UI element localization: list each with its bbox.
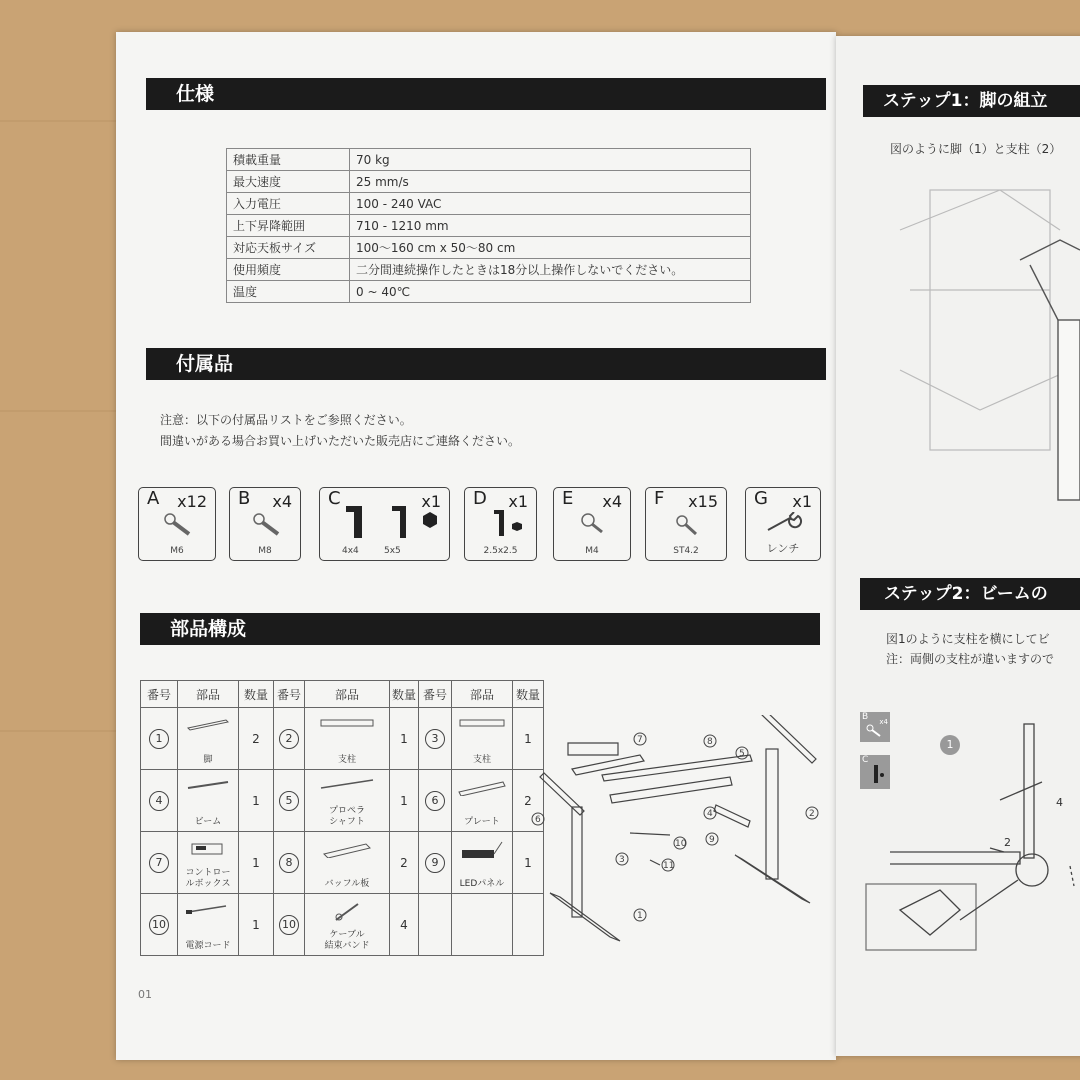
- step1-title: ステップ1：脚の組立: [883, 91, 1048, 111]
- accessory-size-2: 5x5: [384, 546, 401, 556]
- part-qty: 1: [513, 832, 544, 894]
- step1-text: 図のように脚（1）と支柱（2）: [890, 142, 1062, 156]
- part-image-cell: [452, 832, 513, 894]
- spec-row: [227, 281, 751, 303]
- accessory-letter: G: [754, 488, 768, 509]
- step-marker: 1: [940, 735, 960, 755]
- spec-label: 上下昇降範囲: [227, 215, 350, 237]
- part-number-cell: [419, 770, 452, 832]
- accessory-letter: D: [473, 488, 487, 509]
- spec-label: 使用頻度: [227, 259, 350, 281]
- accessory-g: [745, 487, 821, 561]
- part-number-cell: [419, 894, 452, 956]
- assembly-diagram: [520, 715, 820, 965]
- part-number-cell: [419, 708, 452, 770]
- spec-row: [227, 259, 751, 281]
- page-number: 01: [138, 988, 152, 1001]
- part-number: 1: [149, 729, 169, 749]
- part-name: バッフル板: [324, 879, 370, 889]
- column-part-icon: [319, 716, 375, 730]
- led-panel-icon: [460, 840, 504, 862]
- diagram-label: 9: [709, 835, 715, 845]
- power-cord-icon: [186, 902, 230, 916]
- part-name: 支柱: [472, 755, 491, 765]
- part-name: 電源コード: [185, 941, 231, 951]
- table-row: [141, 708, 544, 770]
- part-qty: 1: [239, 832, 274, 894]
- part-qty: 1: [239, 894, 274, 956]
- part-name: プレート: [464, 817, 500, 827]
- leg-part-icon: [186, 716, 230, 732]
- part-image-cell: [305, 708, 390, 770]
- parts-header: 数量: [513, 681, 544, 708]
- part-number-cell: [141, 708, 178, 770]
- diagram-label: 3: [619, 855, 625, 865]
- hex-key-icon: [491, 506, 527, 540]
- bolt-icon: [252, 512, 282, 538]
- part-image-cell: [178, 708, 239, 770]
- accessory-letter: E: [562, 488, 574, 509]
- cable-tie-icon: [332, 902, 362, 922]
- hex-key-icon: [340, 502, 440, 546]
- shaft-part-icon: [319, 778, 375, 790]
- step2-text-1: 図1のように支柱を横にしてビ: [886, 632, 1050, 646]
- part-name: ケーブル 結束バンド: [324, 930, 370, 951]
- part-image-cell: [452, 770, 513, 832]
- part-name: 支柱: [337, 755, 356, 765]
- accessory-c: [319, 487, 450, 561]
- part-number: 9: [425, 853, 445, 873]
- diagram-label: 4: [707, 809, 713, 819]
- section-header-accessories: [146, 348, 826, 380]
- part-number-cell: [274, 708, 305, 770]
- parts-header: 数量: [390, 681, 419, 708]
- bolt-icon: [163, 512, 193, 538]
- diagram-label: 6: [535, 815, 541, 825]
- part-qty: 2: [513, 770, 544, 832]
- spec-label: 入力電圧: [227, 193, 350, 215]
- badge-letter: B: [862, 712, 869, 722]
- diagram-label: 5: [739, 749, 745, 759]
- part-number-cell: [274, 770, 305, 832]
- section-title-specs: 仕様: [176, 83, 215, 105]
- part-number-cell: [274, 832, 305, 894]
- part-name: LEDパネル: [459, 879, 505, 889]
- part-image-cell: [305, 770, 390, 832]
- accessory-letter: F: [654, 488, 665, 509]
- accessory-size: 4x4: [342, 546, 359, 556]
- part-number: 5: [279, 791, 299, 811]
- accessories-note: [160, 410, 520, 452]
- part-qty: 2: [239, 708, 274, 770]
- part-qty: 1: [390, 770, 419, 832]
- table-row: [141, 894, 544, 956]
- spec-value: 70 kg: [350, 149, 751, 171]
- part-number: 10: [279, 915, 299, 935]
- part-number: 6: [425, 791, 445, 811]
- accessory-b: [229, 487, 301, 561]
- part-name: 脚: [203, 755, 213, 765]
- diagram-label: 10: [675, 839, 687, 849]
- accessory-e: [553, 487, 631, 561]
- accessories-note-line-1: 注意：以下の付属品リストをご参照ください。: [160, 413, 412, 427]
- accessory-size: M8: [258, 546, 272, 556]
- part-number-cell: [141, 832, 178, 894]
- wrench-icon: [764, 512, 804, 534]
- part-number-cell: [141, 770, 178, 832]
- table-row: [141, 832, 544, 894]
- accessory-letter: B: [238, 488, 251, 509]
- accessory-qty: x1: [421, 492, 441, 511]
- section-header-step2: [860, 578, 1080, 610]
- part-image-cell: [178, 770, 239, 832]
- part-name: ビーム: [194, 817, 222, 827]
- accessory-qty: x15: [688, 492, 718, 511]
- spec-row: [227, 149, 751, 171]
- section-header-step1: [863, 85, 1080, 117]
- diagram-label-2: 2: [1004, 836, 1011, 849]
- spec-label: 対応天板サイズ: [227, 237, 350, 259]
- part-qty: 1: [390, 708, 419, 770]
- part-qty: 4: [390, 894, 419, 956]
- step2-title: ステップ2：ビームの: [884, 584, 1048, 604]
- accessory-qty: x12: [177, 492, 207, 511]
- diagram-label: 2: [809, 809, 815, 819]
- part-qty: 2: [390, 832, 419, 894]
- accessory-size: ST4.2: [673, 546, 699, 556]
- screw-icon: [674, 514, 700, 536]
- accessory-size: M6: [170, 546, 184, 556]
- step1-illustration: [880, 170, 1080, 510]
- screw-icon: [580, 512, 606, 534]
- part-number-cell: [141, 894, 178, 956]
- parts-header: 番号: [419, 681, 452, 708]
- spec-value: 100 - 240 VAC: [350, 193, 751, 215]
- accessory-qty: x4: [272, 492, 292, 511]
- baffle-part-icon: [322, 840, 372, 858]
- parts-header: 番号: [141, 681, 178, 708]
- diagram-label-4: 4: [1056, 796, 1063, 809]
- section-title-accessories: 付属品: [176, 353, 234, 375]
- part-number: 4: [149, 791, 169, 811]
- part-image-cell: [305, 832, 390, 894]
- step2-text-2: 注：両側の支柱が違いますので: [886, 652, 1055, 666]
- accessory-qty: x1: [508, 492, 528, 511]
- spec-value: 二分間連続操作したときは18分以上操作しないでください。: [350, 259, 751, 281]
- parts-header: 部品: [305, 681, 390, 708]
- accessory-size: M4: [585, 546, 599, 556]
- parts-header: 数量: [239, 681, 274, 708]
- spec-row: [227, 237, 751, 259]
- part-number: 3: [425, 729, 445, 749]
- part-image-cell: [305, 894, 390, 956]
- spec-value: 25 mm/s: [350, 171, 751, 193]
- part-number-cell: [274, 894, 305, 956]
- part-image-cell: [178, 894, 239, 956]
- spec-label: 温度: [227, 281, 350, 303]
- accessory-qty: x1: [792, 492, 812, 511]
- badge-qty: x4: [879, 718, 888, 726]
- accessory-qty: x4: [602, 492, 622, 511]
- section-header-parts: [140, 613, 820, 645]
- accessory-letter: A: [147, 488, 160, 509]
- part-number: 8: [279, 853, 299, 873]
- accessories-note-line-2: 間違いがある場合お買い上げいただいた販売店にご連絡ください。: [160, 434, 521, 448]
- part-name: コントロー ルボックス: [185, 868, 231, 889]
- parts-header: 部品: [452, 681, 513, 708]
- section-title-parts: 部品構成: [170, 618, 247, 640]
- part-number: 10: [149, 915, 169, 935]
- part-qty: 1: [513, 708, 544, 770]
- accessory-d: [464, 487, 537, 561]
- spec-row: [227, 171, 751, 193]
- part-number: 2: [279, 729, 299, 749]
- badge-letter: C: [862, 755, 869, 765]
- part-image-cell: [452, 708, 513, 770]
- part-number-cell: [419, 832, 452, 894]
- table-row: [141, 770, 544, 832]
- beam-part-icon: [186, 778, 230, 792]
- diagram-label: 11: [663, 861, 675, 871]
- step2-illustration: [860, 720, 1080, 960]
- spec-value: 100～160 cm x 50～80 cm: [350, 237, 751, 259]
- spec-row: [227, 215, 751, 237]
- plate-part-icon: [457, 778, 507, 796]
- control-box-icon: [188, 840, 228, 858]
- accessory-size: レンチ: [766, 542, 800, 555]
- spec-value: 710 - 1210 mm: [350, 215, 751, 237]
- column-part-icon: [458, 716, 506, 730]
- parts-table: [140, 680, 544, 956]
- part-name: プロペラ シャフト: [328, 806, 365, 827]
- spec-row: [227, 193, 751, 215]
- spec-label: 最大速度: [227, 171, 350, 193]
- part-image-cell: [452, 894, 513, 956]
- diagram-label: 1: [637, 911, 643, 921]
- parts-header-row: [141, 681, 544, 708]
- spec-table: [226, 148, 751, 303]
- spec-value: 0 ~ 40℃: [350, 281, 751, 303]
- spec-label: 積載重量: [227, 149, 350, 171]
- part-number: 7: [149, 853, 169, 873]
- part-image-cell: [178, 832, 239, 894]
- accessory-a: [138, 487, 216, 561]
- accessory-f: [645, 487, 727, 561]
- parts-header: 部品: [178, 681, 239, 708]
- part-qty: 1: [239, 770, 274, 832]
- section-header-specs: [146, 78, 826, 110]
- diagram-label: 8: [707, 737, 713, 747]
- diagram-label: 7: [637, 735, 643, 745]
- accessory-letter: C: [328, 488, 341, 509]
- accessory-size: 2.5x2.5: [483, 546, 518, 556]
- parts-header: 番号: [274, 681, 305, 708]
